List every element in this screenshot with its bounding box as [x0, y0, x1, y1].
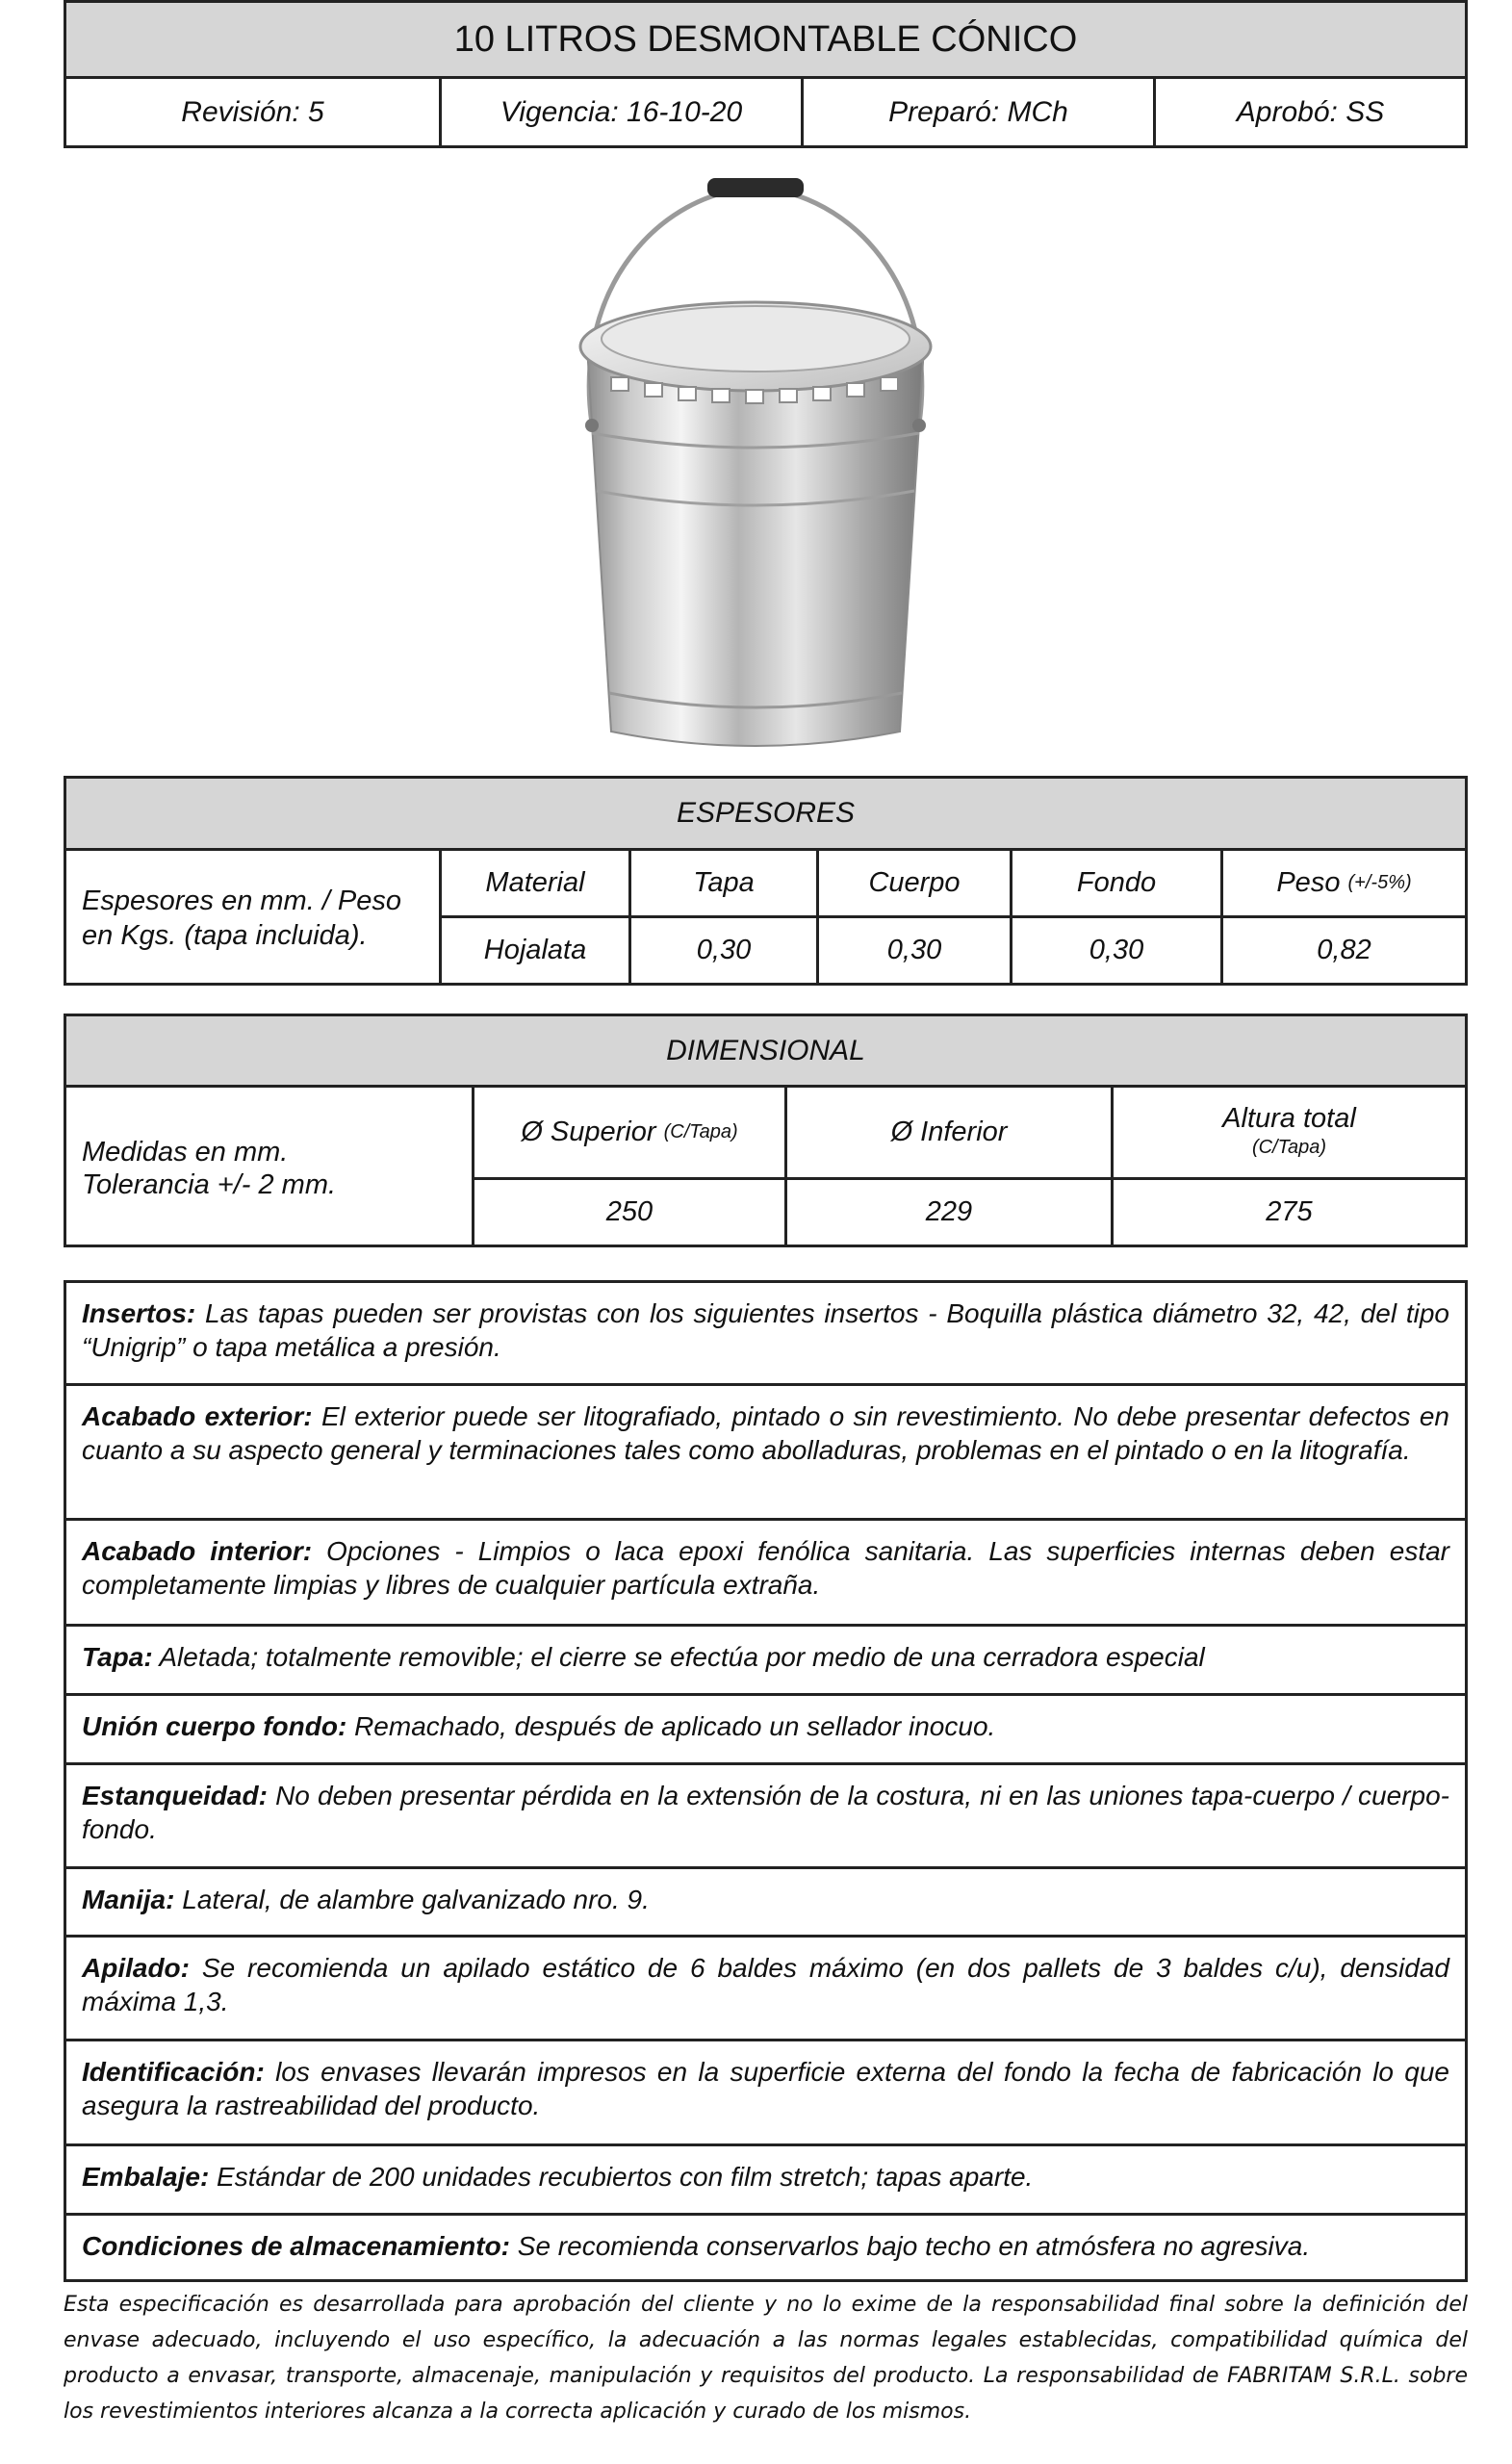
tolerancia-note: Tolerancia +/- 2 mm. [82, 1169, 337, 1200]
medidas-note: Medidas en mm. [82, 1137, 289, 1168]
peso-label: Peso [1276, 867, 1341, 898]
espesores-value-material: Hojalata [439, 915, 631, 986]
superior-label: Ø Superior [521, 1116, 656, 1147]
dimensional-side-note [64, 1085, 474, 1247]
spec-almacenamiento [66, 2213, 1465, 2282]
spec-label: Estanqueidad: [82, 1781, 268, 1810]
metal-bucket-image [553, 173, 958, 770]
espesores-value-fondo: 0,30 [1010, 915, 1223, 986]
spec-text: No deben presentar pérdida en la extensión de la costura, ni en las uniones tapa-cuerpo / cuerpo-fondo. [82, 1781, 1449, 1844]
dimensional-title [64, 1014, 1468, 1088]
spec-embalaje [66, 2143, 1465, 2213]
specifications-box [64, 1280, 1468, 2282]
document-title-text: 10 LITROS DESMONTABLE CÓNICO [453, 18, 1078, 60]
spec-estanqueidad [66, 1762, 1465, 1866]
spec-text: Opciones - Limpios o laca epoxi fenólica sanitaria. Las superficies internas deben estar completamente limpias y libres de cualquier partícula extraña. [82, 1536, 1449, 1600]
dimensional-title-text: DIMENSIONAL [666, 1034, 865, 1066]
spec-text: Se recomienda conservarlos bajo techo en atmósfera no agresiva. [510, 2231, 1311, 2261]
revision-cell: Revisión: 5 [66, 79, 442, 145]
dimensional-value-superior: 250 [472, 1177, 787, 1247]
espesores-title [64, 776, 1468, 851]
spec-union-cuerpo-fondo [66, 1693, 1465, 1762]
dimensional-value-altura: 275 [1111, 1177, 1468, 1247]
document-title [64, 0, 1468, 79]
spec-label: Acabado exterior: [82, 1401, 313, 1431]
spec-acabado-exterior [66, 1383, 1465, 1518]
espesores-side-note: Espesores en mm. / Peso en Kgs. (tapa incluida). [64, 848, 442, 986]
dimensional-header-inferior: Ø Inferior [784, 1085, 1114, 1180]
spec-text: Remachado, después de aplicado un sellador inocuo. [346, 1711, 996, 1741]
spec-text: Estándar de 200 unidades recubiertos con film stretch; tapas aparte. [209, 2162, 1034, 2192]
spec-text: Lateral, de alambre galvanizado nro. 9. [174, 1885, 650, 1914]
espesores-header-tapa: Tapa [628, 848, 819, 918]
spec-label: Embalaje: [82, 2162, 210, 2192]
peso-tolerance: (+/-5%) [1347, 872, 1412, 893]
spec-label: Unión cuerpo fondo: [82, 1711, 347, 1741]
dimensional-header-altura [1111, 1085, 1468, 1180]
altura-label: Altura total [1222, 1102, 1356, 1134]
spec-insertos [66, 1283, 1465, 1383]
spec-text: Las tapas pueden ser provistas con los siguientes insertos - Boquilla plástica diámetro 32, 42, del tipo “Unigrip” o tapa metálica a presión. [82, 1298, 1449, 1362]
spec-text: El exterior puede ser litografiado, pintado o sin revestimiento. No debe presentar defectos en cuanto a su aspecto general y terminaciones tales como abolladuras, problemas en el pintado o en la litografía. [82, 1401, 1449, 1465]
spec-label: Insertos: [82, 1298, 196, 1328]
spec-manija [66, 1866, 1465, 1935]
espesores-title-text: ESPESORES [676, 797, 856, 829]
spec-label: Tapa: [82, 1642, 153, 1672]
disclaimer-text: Esta especificación es desarrollada para aprobación del cliente y no lo exime de la responsabilidad final sobre la definición del envase adecuado, incluyendo el uso específico, la adecuación a las normas legales establecidas, compatibilidad química del producto a envasar, transporte, almacenaje, manipulación y requisitos del producto. La responsabilidad de FABRITAM S.R.L. sobre los revestimientos interiores alcanza a la correcta aplicación y curado de los mismos. [64, 2293, 1468, 2424]
spec-acabado-interior [66, 1518, 1465, 1624]
spec-identificacion [66, 2039, 1465, 2143]
espesores-value-peso: 0,82 [1220, 915, 1468, 986]
espesores-header-fondo: Fondo [1010, 848, 1223, 918]
preparo-cell: Preparó: MCh [804, 79, 1156, 145]
spec-text: los envases llevarán impresos en la superficie externa del fondo la fecha de fabricación lo que asegura la rastreabilidad del producto. [82, 2057, 1449, 2120]
dimensional-header-superior [472, 1085, 787, 1180]
aprobo-cell: Aprobó: SS [1236, 95, 1385, 128]
espesores-value-cuerpo: 0,30 [816, 915, 1012, 986]
espesores-value-tapa: 0,30 [628, 915, 819, 986]
spec-label: Apilado: [82, 1953, 190, 1983]
dimensional-value-inferior: 229 [784, 1177, 1114, 1247]
espesores-header-material: Material [439, 848, 631, 918]
altura-note: (C/Tapa) [1251, 1136, 1327, 1158]
vigencia-cell: Vigencia: 16-10-20 [442, 79, 804, 145]
spec-tapa [66, 1624, 1465, 1693]
spec-label: Acabado interior: [82, 1536, 313, 1566]
spec-text: Aletada; totalmente removible; el cierre se efectúa por medio de una cerradora especial [152, 1642, 1205, 1672]
espesores-header-peso [1220, 848, 1468, 918]
espesores-header-cuerpo: Cuerpo [816, 848, 1012, 918]
spec-label: Condiciones de almacenamiento: [82, 2231, 510, 2261]
spec-label: Manija: [82, 1885, 175, 1914]
superior-note: (C/Tapa) [663, 1121, 738, 1142]
spec-label: Identificación: [82, 2057, 265, 2087]
spec-apilado [66, 1935, 1465, 2039]
revision-row [64, 76, 1468, 148]
spec-text: Se recomienda un apilado estático de 6 baldes máximo (en dos pallets de 3 baldes c/u), densidad máxima 1,3. [82, 1953, 1449, 2016]
